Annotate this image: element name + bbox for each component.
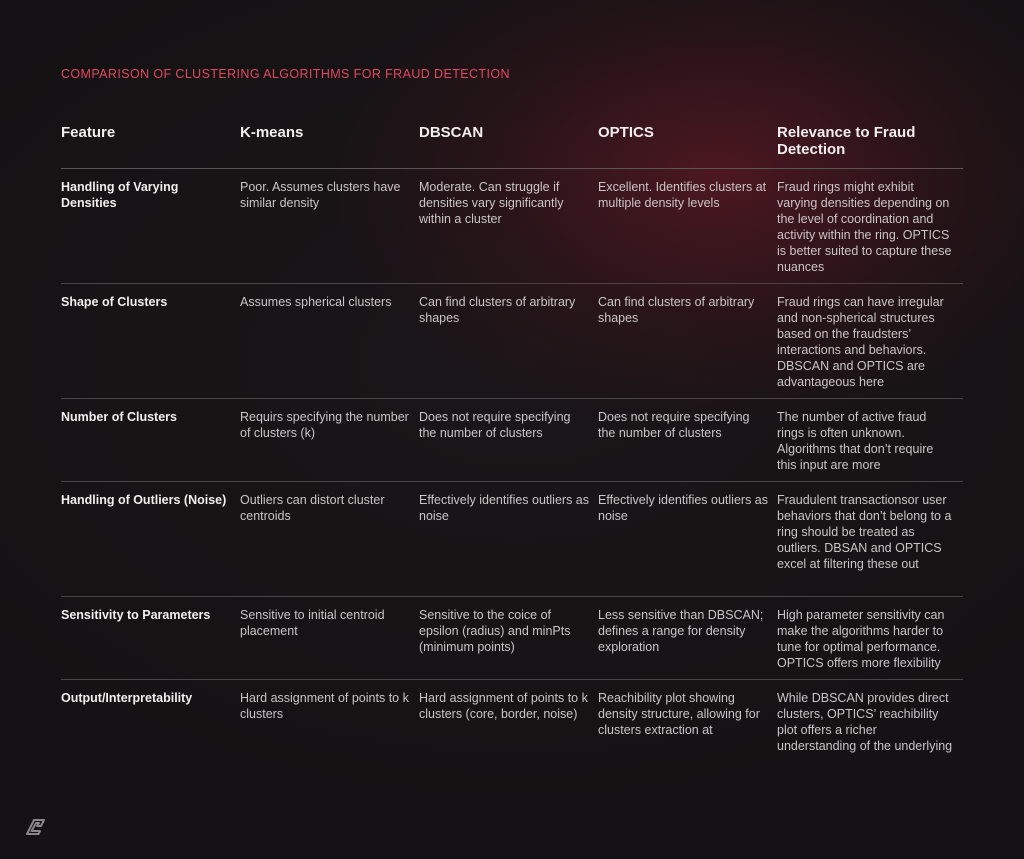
cell-optics: Reachibility plot showing density structure, allowing for clusters extraction at: [598, 691, 760, 737]
cell-kmeans: Poor. Assumes clusters have similar density: [240, 180, 401, 210]
header-dbscan: DBSCAN: [419, 124, 484, 141]
header-relevance: Relevance to Fraud Detection: [777, 124, 916, 158]
table-row: [61, 482, 963, 597]
cell-dbscan: Effectively identifies outliers as noise: [419, 493, 589, 523]
table-caption: COMPARISON OF CLUSTERING ALGORITHMS FOR FRAUD DETECTION: [61, 67, 510, 81]
cell-relevance: The number of active fraud rings is often unknown. Algorithms that don’t require this input are more: [777, 410, 934, 472]
brand-logo-icon: [25, 818, 47, 836]
cell-dbscan: Sensitive to the coice of epsilon (radius) and minPts (minimum points): [419, 608, 571, 654]
header-optics: OPTICS: [598, 124, 654, 141]
cell-relevance: Fraud rings might exhibit varying densities depending on the level of coordination and activity within the ring. OPTICS is better suited to capture these nuances: [777, 180, 952, 274]
table-row: [61, 680, 963, 780]
table-row: [61, 284, 963, 399]
cell-feature: Output/Interpretability: [61, 691, 193, 705]
cell-optics: Effectively identifies outliers as noise: [598, 493, 768, 523]
cell-relevance: High parameter sensitivity can make the algorithms harder to tune for optimal performance. OPTICS offers more flexibility: [777, 608, 945, 670]
cell-relevance: While DBSCAN provides direct clusters, OPTICS’ reachibility plot offers a richer understanding of the underlying: [777, 691, 953, 753]
table-row: [61, 597, 963, 680]
cell-kmeans: Assumes spherical clusters: [240, 295, 392, 309]
cell-kmeans: Sensitive to initial centroid placement: [240, 608, 385, 638]
cell-optics: Less sensitive than DBSCAN; defines a range for density exploration: [598, 608, 764, 654]
cell-feature: Sensitivity to Parameters: [61, 608, 211, 622]
cell-optics: Does not require specifying the number of clusters: [598, 410, 750, 440]
cell-dbscan: Does not require specifying the number of clusters: [419, 410, 571, 440]
cell-dbscan: Can find clusters of arbitrary shapes: [419, 295, 576, 325]
cell-dbscan: Hard assignment of points to k clusters (core, border, noise): [419, 691, 588, 721]
header-feature: Feature: [61, 124, 116, 141]
header-kmeans: K-means: [240, 124, 304, 141]
cell-dbscan: Moderate. Can struggle if densities vary significantly within a cluster: [419, 180, 564, 226]
table-header-row: [61, 124, 963, 169]
cell-kmeans: Hard assignment of points to k clusters: [240, 691, 409, 721]
cell-kmeans: Requirs specifying the number of clusters (k): [240, 410, 409, 440]
cell-feature: Handling of Outliers (Noise): [61, 493, 227, 507]
cell-kmeans: Outliers can distort cluster centroids: [240, 493, 385, 523]
cell-optics: Excellent. Identifies clusters at multiple density levels: [598, 180, 767, 210]
cell-relevance: Fraud rings can have irregular and non-spherical structures based on the fraudsters’ interactions and behaviors. DBSCAN and OPTICS are advantageous here: [777, 295, 944, 389]
comparison-table: [61, 124, 963, 780]
cell-feature: Number of Clusters: [61, 410, 177, 424]
cell-feature: Handling of Varying Densities: [61, 180, 179, 210]
table-row: [61, 169, 963, 284]
cell-feature: Shape of Clusters: [61, 295, 168, 309]
cell-relevance: Fraudulent transactionsor user behaviors that don’t belong to a ring should be treated as outliers. DBSAN and OPTICS excel at filtering these out: [777, 493, 952, 571]
table-row: [61, 399, 963, 482]
cell-optics: Can find clusters of arbitrary shapes: [598, 295, 755, 325]
